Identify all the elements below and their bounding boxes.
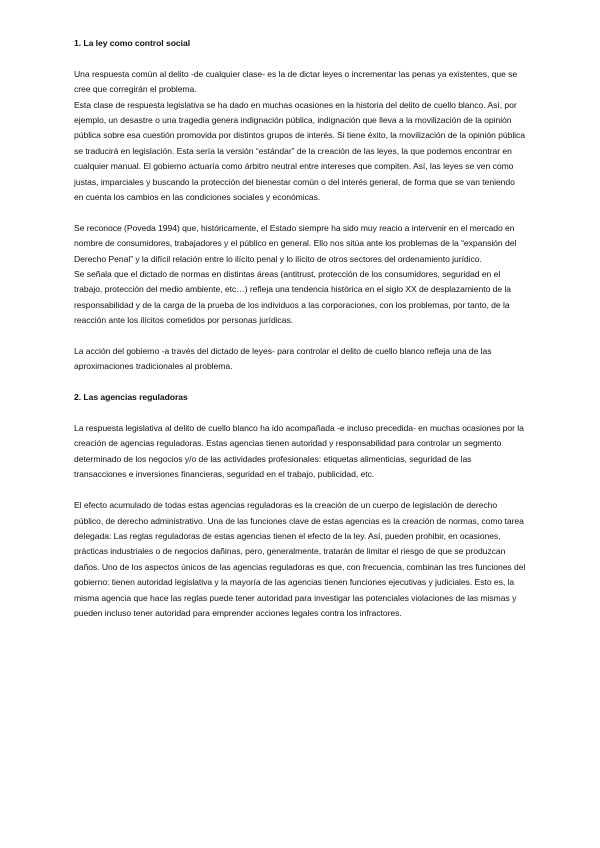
section-1-paragraph-2: Esta clase de respuesta legislativa se ha dado en muchas ocasiones en la historia del delito de cuello blanco. Así, por ejemplo, un desastre o una tragedia genera indignación pública, indignación que lleva a la movilización de la opinión pública sobre esa cuestión promovida por distintos grupos de interés. Si tiene éxito, la movilización de la opinión pública se traducirá en legislación. Esta sería la versión “estándar” de la creación de las leyes, la que podemos encontrar en cualquier manual. El gobierno actuaría como árbitro neutral entre intereses que compiten. Así, las leyes se ven como justas, imparciales y buscando la protección del bienestar común o del interés general, de forma que se van teniendo en cuenta los cambios en las condiciones sociales y económicas.: [74, 99, 526, 203]
section-1-paragraph-3: Se reconoce (Poveda 1994) que, históricamente, el Estado siempre ha sido muy reacio a intervenir en el mercado en nombre de consumidores, trabajadores y el público en general. Ello nos sitúa ante los problemas de la “expansión del Derecho Penal” y la difícil relación entre lo ilícito penal y lo ilícito de otros sectores del ordenamiento jurídico.: [74, 222, 517, 264]
section-2-paragraph-1: La respuesta legislativa al delito de cuello blanco ha ido acompañada -e incluso precedida- en muchas ocasiones por la creación de agencias reguladoras. Estas agencias tienen autoridad y responsabilidad para controlar un segmento determinado de los negocios y/o de las actividades profesionales: etiquetas alimenticias, seguridad de las transacciones e inversiones financieras, seguridad en el trabajo, publicidad, etc.: [74, 423, 524, 480]
section-1-paragraph-5: La acción del gobierno -a través del dictado de leyes- para controlar el delito de cuello blanco refleja una de las aproximaciones tradicionales al problema.: [74, 346, 492, 372]
section-1-paragraph-1: Una respuesta común al delito -de cualquier clase- es la de dictar leyes o incrementar las penas ya existentes, que se cree que corregirán el problema.: [74, 68, 518, 95]
section-2-paragraph-2: El efecto acumulado de todas estas agencias reguladoras es la creación de un cuerpo de legislación de derecho público, de derecho administrativo. Una de las funciones clave de estas agencias es la creación de normas, como tarea delegada: Las reglas reguladoras de estas agencias tienen el efecto de la ley. Así, pueden prohibir, en ocasiones, prácticas industriales o de negocios dañinas, pero, generalmente, tratarán de limitar el riesgo de que se produzcan daños. Uno de los aspectos únicos de las agencias reguladoras es que, con frecuencia, combinan las tres funciones del gobierno: tienen autoridad legislativa y la mayoría de las agencias tienen funciones ejecutivas y judiciales. Esto es, la misma agencia que hace las reglas puede tener autoridad para investigar las potenciales violaciones de las mismas y pueden incluso tener autoridad para emprender acciones legales contra los infractores.: [74, 500, 526, 618]
paragraph-gap: [74, 329, 526, 344]
paragraph-gap: [74, 483, 526, 498]
section-1-heading: 1. La ley como control social: [74, 38, 191, 48]
section-2-heading: 2. Las agencias reguladoras: [74, 392, 188, 403]
section-1-paragraph-4: Se señala que el dictado de normas en distintas áreas (antitrust, protección de los consumidores, seguridad en el trabajo, protección del medio ambiente, etc…) refleja una tendencia histórica en el siglo XX de desplazamiento de la responsabilidad y de la carga de la prueba de los individuos a las corporaciones, con los problemas, por tanto, de la reacción ante los ilícitos cometidos por personas jurídicas.: [74, 269, 512, 326]
paragraph-gap: [74, 205, 526, 220]
paragraph-gap: [74, 375, 526, 390]
document-page: [74, 36, 526, 621]
